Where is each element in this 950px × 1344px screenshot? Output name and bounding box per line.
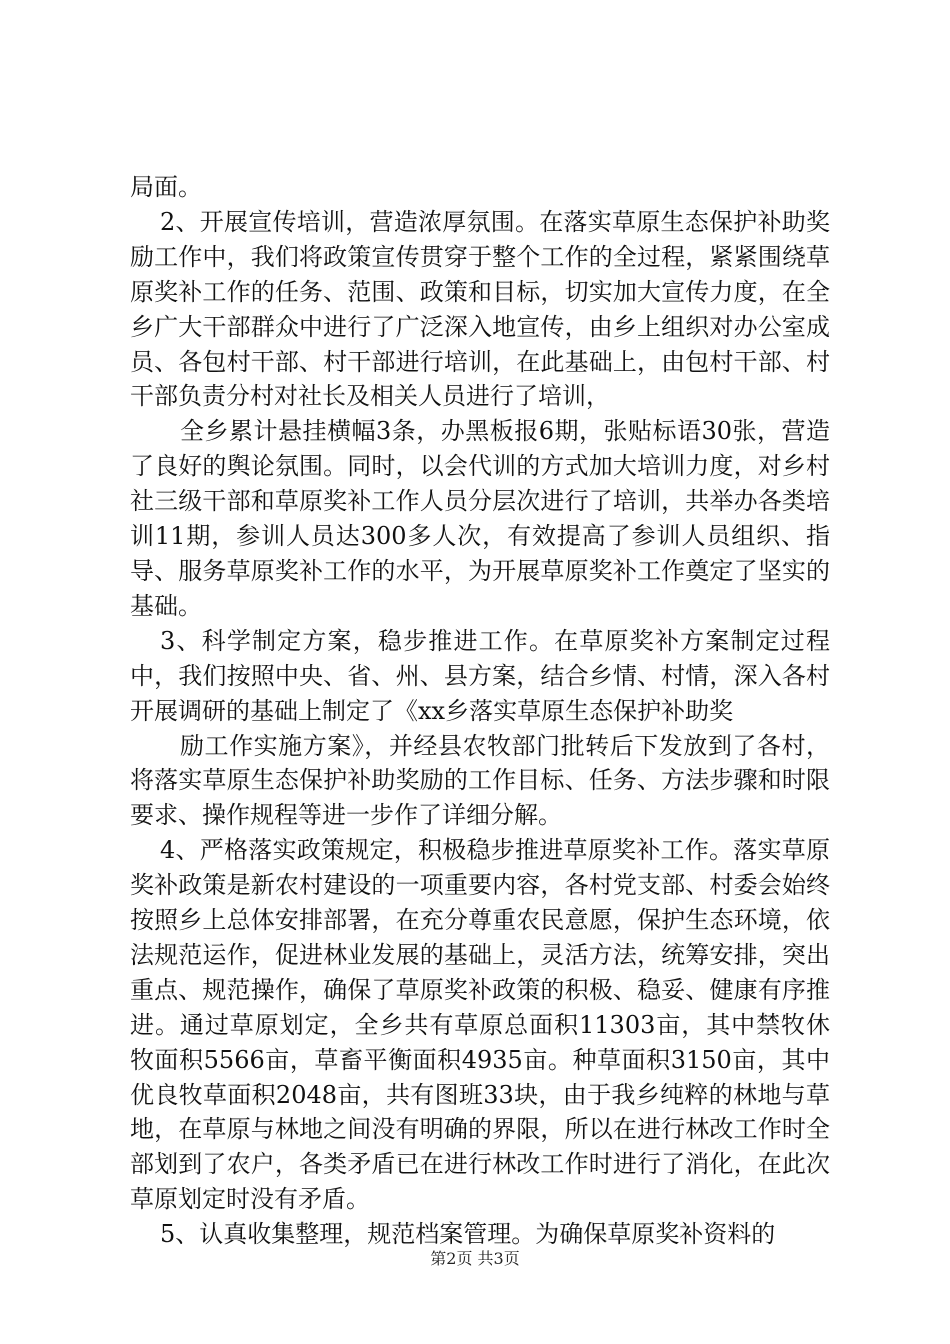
paragraph-archive-management: 5、认真收集整理，规范档案管理。为确保草原奖补资料的: [160, 1220, 776, 1249]
paragraph-continuation: 局面。: [130, 173, 202, 201]
paragraph-training-results: 全乡累计悬挂横幅3条，办黑板报6期，张贴标语30张，营造了良好的舆论氛围。同时，以会代训的方式加大培训力度，对乡村社三级干部和草原奖补工作人员分层次进行了培训，共举办各类培训11期，参训人员达300多人次，有效提高了参训人员组织、指导、服务草原奖补工作的水平，为开展草原奖补工作奠定了坚实的基础。: [130, 417, 830, 620]
document-body: [130, 170, 830, 1252]
paragraph-publicity-training: 2、开展宣传培训，营造浓厚氛围。在落实草原生态保护补助奖励工作中，我们将政策宣传贯穿于整个工作的全过程，紧紧围绕草原奖补工作的任务、范围、政策和目标，切实加大宣传力度，在全乡广大干部群众中进行了广泛深入地宣传，由乡上组织对办公室成员、各包村干部、村干部进行培训，在此基础上，由包村干部、村干部负责分村对社长及相关人员进行了培训，: [130, 207, 830, 411]
paragraph-plan-formulation: 3、科学制定方案，稳步推进工作。在草原奖补方案制定过程中，我们按照中央、省、州、县方案，结合乡情、村情，深入各村开展调研的基础上制定了《xx乡落实草原生态保护补助奖: [130, 626, 830, 725]
page-number-label: 第2页 共3页: [430, 1249, 520, 1268]
page-footer: [0, 1246, 950, 1269]
paragraph-policy-enforcement: 4、严格落实政策规定，积极稳步推进草原奖补工作。落实草原奖补政策是新农村建设的一项重要内容，各村党支部、村委会始终按照乡上总体安排部署，在充分尊重农民意愿，保护生态环境，依法规范运作，促进林业发展的基础上，灵活方法，统筹安排，突出重点、规范操作，确保了草原奖补政策的积极、稳妥、健康有序推进。通过草原划定，全乡共有草原总面积11303亩，其中禁牧休牧面积5566亩，草畜平衡面积4935亩。种草面积3150亩，其中优良牧草面积2048亩，共有图班33块，由于我乡纯粹的林地与草地，在草原与林地之间没有明确的界限，所以在进行林改工作时全部划到了农户，各类矛盾已在进行林改工作时进行了消化，在此次草原划定时没有矛盾。: [130, 836, 830, 1214]
paragraph-plan-implementation: 励工作实施方案》，并经县农牧部门批转后下发放到了各村，将落实草原生态保护补助奖励的工作目标、任务、方法步骤和时限要求、操作规程等进一步作了详细分解。: [130, 731, 830, 830]
